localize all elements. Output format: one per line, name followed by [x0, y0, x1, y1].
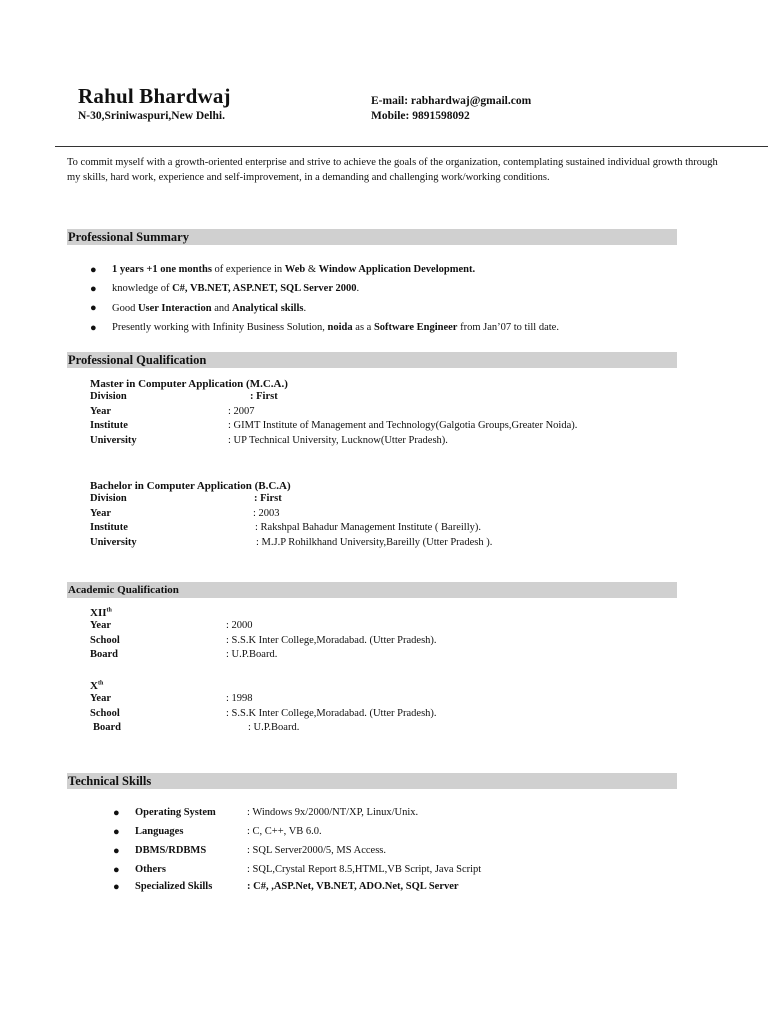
skill-value: : SQL Server2000/5, MS Access.: [247, 845, 387, 856]
summary-text: 1 years +1 one months: [112, 264, 212, 276]
career-objective: To commit myself with a growth-oriented enterprise and strive to achieve the goals of the organization, contemplating sustained individual growth through my skills, hard work, experience and self-improvement, in a demanding and challenging work/working conditions.: [67, 157, 718, 183]
list-item: [113, 822, 481, 841]
row-value: : 1998: [226, 693, 253, 704]
list-item: [90, 260, 559, 279]
summary-text: and: [211, 302, 232, 314]
row-value: : U.P.Board.: [226, 649, 278, 661]
bullet-icon: ●: [113, 844, 120, 857]
qualification-title: Master in Computer Application (M.C.A.): [90, 378, 288, 390]
skill-label: Specialized Skills: [135, 881, 213, 892]
qualification-title: Bachelor in Computer Application (B.C.A): [90, 480, 291, 492]
row-label: Year: [90, 507, 111, 519]
bullet-icon: ●: [113, 806, 120, 819]
summary-text: User Interaction: [137, 302, 212, 314]
xii-block: [90, 607, 690, 663]
bullet-icon: ●: [90, 263, 97, 276]
section-professional-qualification: Professional Qualification: [67, 352, 677, 368]
qualification-title-text: XII: [90, 607, 107, 619]
skill-label: Others: [135, 864, 166, 875]
summary-text: .: [356, 283, 360, 295]
row-label: University: [90, 434, 137, 446]
summary-text: from Jan’07 to till date.: [457, 322, 559, 334]
section-technical-skills: Technical Skills: [67, 773, 677, 789]
row-value: : 2003: [253, 507, 280, 519]
skill-value: : SQL,Crystal Report 8.5,HTML,VB Script, Java Script: [247, 864, 482, 875]
row-label: Division: [90, 493, 127, 504]
row-value: : UP Technical University, Lucknow(Utter Pradesh).: [228, 434, 448, 446]
bullet-icon: ●: [113, 825, 120, 838]
x-block: [90, 680, 690, 736]
row-label: Institute: [90, 522, 128, 534]
row-value: : S.S.K Inter College,Moradabad. (Utter Pradesh).: [226, 634, 437, 646]
summary-text: Good: [112, 302, 138, 314]
row-value: : GIMT Institute of Management and Technology(Galgotia Groups,Greater Noida).: [228, 420, 578, 432]
row-value: : First: [254, 493, 282, 504]
candidate-name: Rahul Bhardwaj: [78, 84, 231, 108]
row-value: : First: [250, 391, 278, 402]
row-label: Institute: [90, 420, 128, 432]
section-academic-qualification: Academic Qualification: [67, 582, 677, 598]
summary-text: Analytical skills: [231, 302, 304, 314]
row-value: : Rakshpal Bahadur Management Institute ( Bareilly).: [255, 522, 481, 534]
row-label: Board: [93, 722, 122, 734]
skill-value: : C, C++, VB 6.0.: [247, 826, 322, 837]
row-value: : 2007: [228, 405, 255, 417]
row-label: University: [90, 536, 137, 548]
header-divider: [55, 146, 768, 147]
summary-text: C#, VB.NET, ASP.NET, SQL Server 2000: [172, 283, 357, 295]
row-label: Year: [90, 693, 111, 704]
candidate-mobile: Mobile: 9891598092: [371, 110, 470, 122]
list-item: [113, 841, 481, 860]
summary-list: [90, 260, 559, 337]
summary-text: knowledge of: [112, 283, 173, 295]
row-label: Board: [90, 649, 119, 661]
superscript: th: [106, 607, 112, 614]
summary-text: Software Engineer: [373, 322, 458, 334]
bca-block: [90, 480, 690, 550]
skill-label: DBMS/RDBMS: [135, 845, 207, 856]
summary-text: Web: [284, 264, 306, 276]
list-item: [90, 279, 559, 298]
row-label: Year: [90, 620, 111, 631]
skill-label: Operating System: [135, 807, 216, 818]
row-value: : S.S.K Inter College,Moradabad. (Utter Pradesh).: [226, 707, 437, 719]
summary-text: Window Application Development.: [318, 264, 476, 276]
list-item: [113, 879, 481, 894]
summary-text: Presently working with Infinity Business Solution,: [112, 322, 328, 334]
row-value: : U.P.Board.: [248, 722, 300, 734]
row-label: School: [90, 634, 120, 646]
bullet-icon: ●: [113, 863, 120, 876]
summary-text: noida: [327, 322, 353, 334]
skill-label: Languages: [135, 826, 184, 837]
list-item: [113, 860, 481, 879]
list-item: [90, 318, 559, 337]
list-item: [90, 299, 559, 318]
skills-list: [113, 803, 481, 894]
bullet-icon: ●: [90, 302, 97, 315]
summary-text: of experience in: [211, 264, 285, 276]
skill-value: : C#, ,ASP.Net, VB.NET, ADO.Net, SQL Server: [247, 881, 459, 892]
row-label: Year: [90, 405, 111, 417]
bullet-icon: ●: [90, 321, 97, 334]
row-value: : 2000: [226, 620, 253, 631]
candidate-address: N-30,Sriniwaspuri,New Delhi.: [78, 110, 225, 122]
qualification-title-text: X: [90, 680, 98, 692]
skill-value: : Windows 9x/2000/NT/XP, Linux/Unix.: [247, 807, 419, 818]
summary-text: &: [305, 264, 319, 276]
qualification-title: [90, 680, 690, 692]
summary-text: as a: [352, 322, 374, 334]
row-label: School: [90, 707, 120, 719]
row-label: Division: [90, 391, 127, 402]
summary-text: .: [303, 302, 307, 314]
candidate-email: E-mail: rabhardwaj@gmail.com: [371, 95, 532, 107]
superscript: th: [97, 680, 104, 687]
section-professional-summary: Professional Summary: [67, 229, 677, 245]
row-value: : M.J.P Rohilkhand University,Bareilly (Utter Pradesh ).: [256, 536, 493, 548]
mca-block: [90, 378, 690, 448]
bullet-icon: ●: [113, 880, 120, 893]
bullet-icon: ●: [90, 282, 97, 295]
qualification-title: [90, 607, 690, 619]
list-item: [113, 803, 481, 822]
